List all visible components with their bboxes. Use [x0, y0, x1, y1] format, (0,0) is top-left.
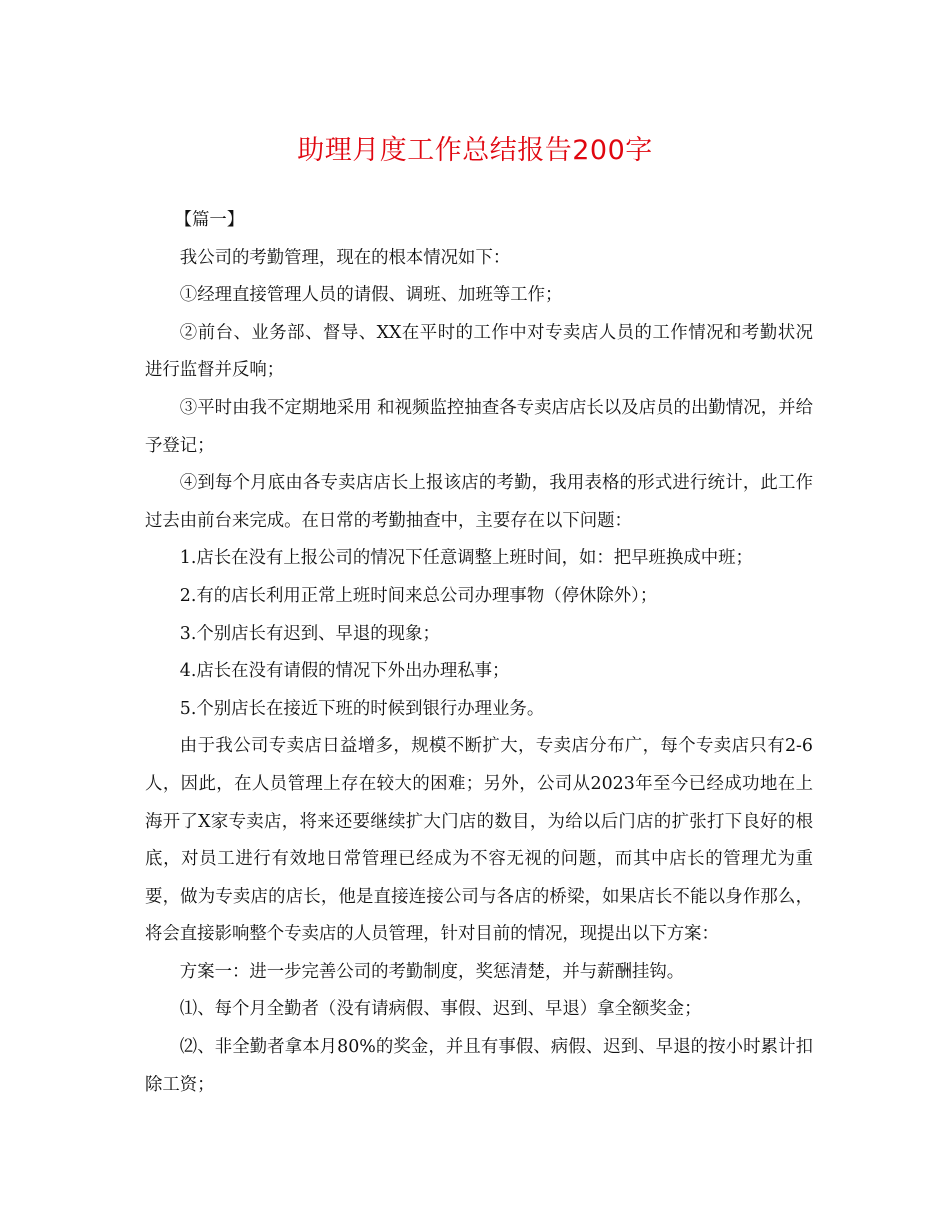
document-title: 助理月度工作总结报告200字 — [297, 135, 653, 166]
paragraph: ⑵、非全勤者拿本月80%的奖金，并且有事假、病假、迟到、早退的按小时累计扣除工资； — [145, 1037, 813, 1095]
paragraph: ④到每个月底由各专卖店店长上报该店的考勤，我用表格的形式进行统计，此工作过去由前台来完成。在日常的考勤抽查中，主要存在以下问题： — [145, 473, 813, 531]
paragraph: 3.个别店长有迟到、早退的现象； — [179, 623, 440, 644]
paragraph: ③平时由我不定期地采用 和视频监控抽查各专卖店店长以及店员的出勤情况，并给予登记； — [145, 397, 813, 456]
document-body — [145, 202, 813, 1104]
paragraph: ①经理直接管理人员的请假、调班、加班等工作； — [179, 285, 563, 306]
paragraph: 由于我公司专卖店日益增多，规模不断扩大，专卖店分布广，每个专卖店只有2-6人，因此，在人员管理上存在较大的困难；另外，公司从2023年至今已经成功地在上海开了X家专卖店，将来还要继续扩大门店的数目，为给以后门店的扩张打下良好的根底，对员工进行有效地日常管理已经成为不容无视的问题，而其中店长的管理尤为重要，做为专卖店的店长，他是直接连接公司与各店的桥梁，如果店长不能以身作那么，将会直接影响整个专卖店的人员管理，针对目前的情况，现提出以下方案： — [145, 736, 813, 945]
section-heading: 【篇一】 — [174, 210, 245, 230]
paragraph: ②前台、业务部、督导、XX在平时的工作中对专卖店人员的工作情况和考勤状况进行监督并反响； — [145, 322, 813, 381]
paragraph: 2.有的店长利用正常上班时间来总公司办理事物（停休除外）； — [179, 585, 658, 606]
paragraph: 5.个别店长在接近下班的时候到银行办理业务。 — [179, 698, 545, 719]
paragraph: ⑴、每个月全勤者（没有请病假、事假、迟到、早退）拿全额奖金； — [179, 999, 702, 1020]
paragraph: 方案一：进一步完善公司的考勤制度，奖惩清楚，并与薪酬挂钩。 — [179, 961, 685, 982]
paragraph: 4.店长在没有请假的情况下外出办理私事； — [179, 661, 510, 682]
paragraph: 我公司的考勤管理，现在的根本情况如下： — [179, 247, 511, 268]
paragraph: 1.店长在没有上报公司的情况下任意调整上班时间，如：把早班换成中班； — [179, 548, 753, 569]
